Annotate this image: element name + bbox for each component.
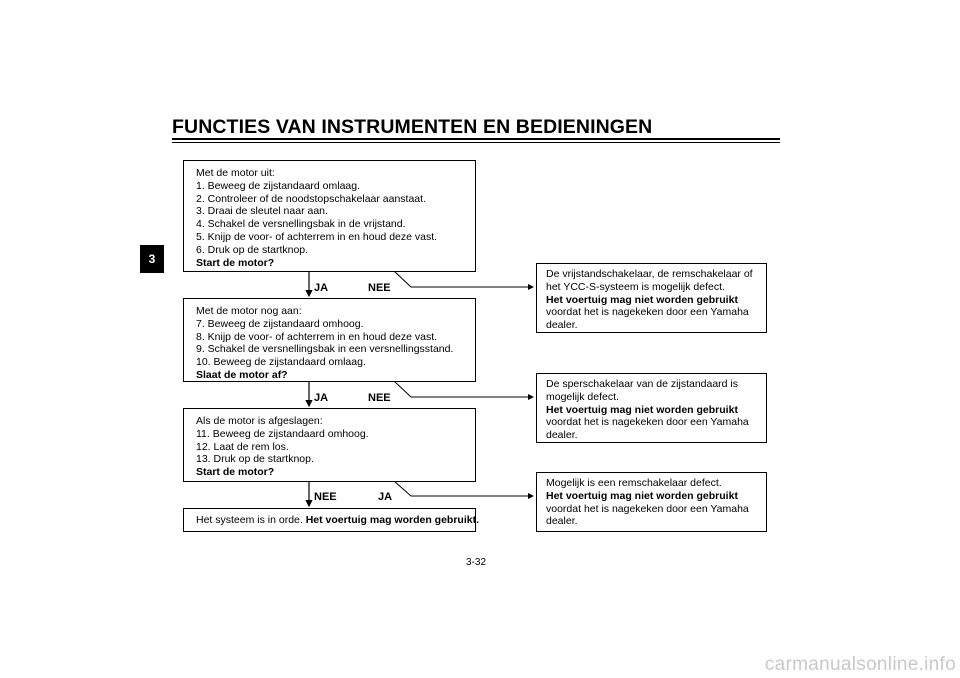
- flow-box-2: [183, 298, 476, 382]
- label-b2-nee: NEE: [368, 392, 391, 404]
- label-b2-ja: JA: [314, 392, 329, 404]
- result-text: Het systeem is in orde.: [196, 514, 303, 526]
- page-number: 3-32: [466, 557, 487, 568]
- box2-line-5: 10. Beweeg de zijstandaard omlaag.: [196, 356, 366, 369]
- flow-box-result: [183, 508, 479, 532]
- box3-line-4: 13. Druk op de startknop.: [196, 453, 314, 466]
- side2-line-1: De sperschakelaar van de zijstandaard is: [546, 378, 739, 390]
- side3-line-4: dealer.: [546, 515, 578, 528]
- side2-warning: Het voertuig mag niet worden gebruikt: [546, 403, 738, 416]
- box3-question: Start de motor?: [196, 466, 275, 479]
- side2-line-4: voordat het is nagekeken door een Yamaha: [546, 416, 749, 429]
- side2-line-2: mogelijk defect.: [546, 390, 619, 403]
- box1-line-5: 4. Schakel de versnellingsbak in de vrijstand.: [196, 218, 406, 231]
- side3-warning: Het voertuig mag niet worden gebruikt: [546, 489, 738, 502]
- label-b3-nee: NEE: [314, 491, 337, 503]
- box2-line-2: 7. Beweeg de zijstandaard omhoog.: [196, 317, 364, 330]
- watermark: carmanualsonline.info: [764, 654, 956, 675]
- label-b1-ja: JA: [314, 282, 329, 294]
- box2-line-3: 8. Knijp de voor- of achterrem in en houd deze vast.: [196, 330, 438, 343]
- side-box-3: [536, 472, 767, 532]
- side2-line-5: dealer.: [546, 429, 578, 442]
- result-bold: Het voertuig mag worden gebruikt.: [305, 514, 479, 526]
- label-b1-nee: NEE: [368, 282, 391, 294]
- box1-line-2: 1. Beweeg de zijstandaard omlaag.: [196, 179, 361, 192]
- side-box-2: [536, 373, 767, 443]
- flow-box-1: [183, 160, 476, 272]
- box1-question: Start de motor?: [196, 256, 275, 269]
- box2-question: Slaat de motor af?: [196, 368, 288, 381]
- connector-b1-side: [394, 271, 533, 287]
- side1-line-1: De vrijstandschakelaar, de remschakelaar of: [546, 268, 753, 280]
- side3-line-1: Mogelijk is een remschakelaar defect.: [546, 477, 722, 489]
- label-b3-ja: JA: [378, 491, 393, 503]
- side1-line-2: het YCC-S-systeem is mogelijk defect.: [546, 280, 725, 293]
- flow-box-3: [183, 408, 476, 482]
- side1-line-4: voordat het is nagekeken door een Yamaha: [546, 306, 749, 319]
- box2-line-1: Met de motor nog aan:: [196, 305, 302, 317]
- connector-b3-side: [394, 481, 533, 496]
- box1-line-3: 2. Controleer of de noodstopschakelaar aanstaat.: [196, 192, 426, 205]
- box1-line-1: Met de motor uit:: [196, 167, 275, 179]
- box3-line-2: 11. Beweeg de zijstandaard omhoog.: [196, 427, 369, 440]
- page-title: FUNCTIES VAN INSTRUMENTEN EN BEDIENINGEN: [172, 116, 653, 138]
- box1-line-6: 5. Knijp de voor- of achterrem in en houd deze vast.: [196, 230, 438, 243]
- box3-line-1: Als de motor is afgeslagen:: [196, 415, 323, 427]
- side1-line-5: dealer.: [546, 319, 578, 332]
- connector-b2-side: [394, 381, 533, 397]
- box1-line-7: 6. Druk op de startknop.: [196, 243, 309, 256]
- box1-line-4: 3. Draai de sleutel naar aan.: [196, 205, 328, 218]
- section-tab: 3: [140, 245, 164, 273]
- box2-line-4: 9. Schakel de versnellingsbak in een versnellingsstand.: [196, 343, 454, 356]
- side1-warning: Het voertuig mag niet worden gebruikt: [546, 293, 738, 306]
- box3-line-3: 12. Laat de rem los.: [196, 440, 289, 453]
- side3-line-3: voordat het is nagekeken door een Yamaha: [546, 502, 749, 515]
- side-box-1: [536, 263, 767, 333]
